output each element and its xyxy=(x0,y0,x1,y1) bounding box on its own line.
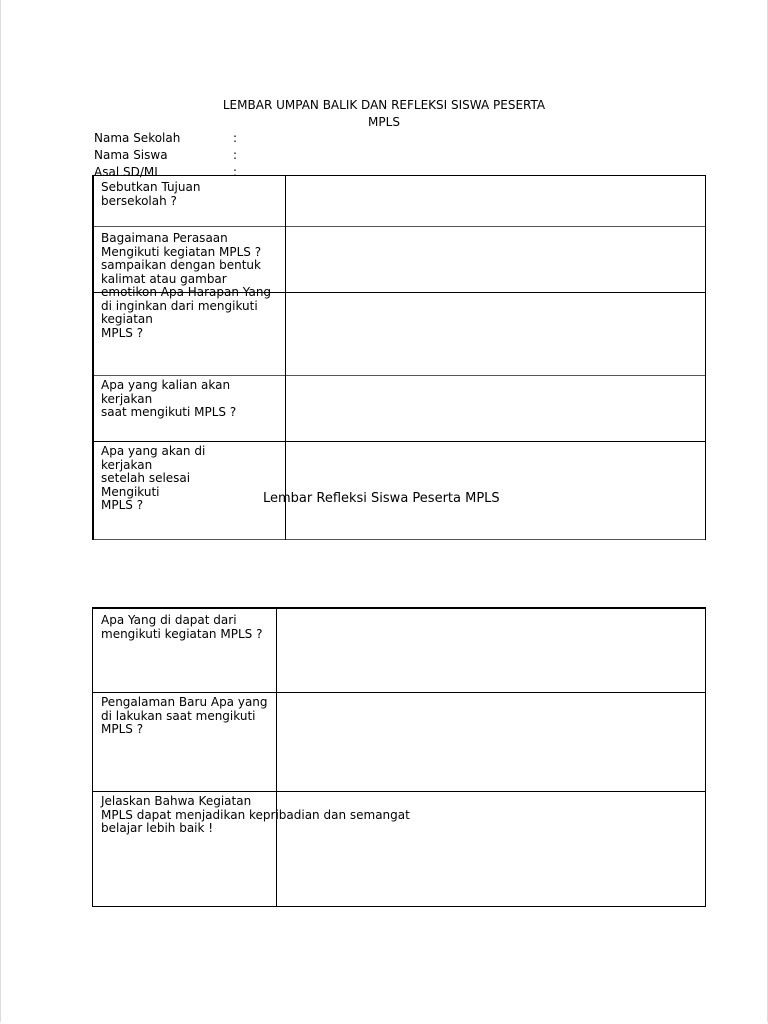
page-title-continued: MPLS xyxy=(368,115,400,129)
table-border xyxy=(92,607,93,907)
row-divider xyxy=(92,375,706,376)
table-border xyxy=(92,906,706,907)
table-border xyxy=(705,607,706,907)
question-cell: Bagaimana Perasaan Mengikuti kegiatan MPLS ? sampaikan dengan bentuk kalimat atau gambar emotikon Apa Harapan Yang di inginkan dari mengikuti kegiatan MPLS ? xyxy=(101,231,272,340)
reflection-table xyxy=(92,607,706,909)
reflection-heading: Lembar Refleksi Siswa Peserta MPLS xyxy=(263,491,500,506)
info-row-nama-sekolah xyxy=(94,131,237,147)
table-border xyxy=(92,175,94,540)
table-border xyxy=(92,175,706,176)
table-border xyxy=(92,539,706,540)
question-cell: Jelaskan Bahwa Kegiatan MPLS dapat menjadikan kepribadian dan semangat belajar lebih baik ! xyxy=(101,794,410,835)
info-label: Asal SD/MI xyxy=(94,165,158,179)
question-cell: Sebutkan Tujuan bersekolah ? xyxy=(101,180,201,208)
row-divider xyxy=(92,226,706,227)
column-divider xyxy=(276,607,277,907)
info-colon: : xyxy=(233,131,238,145)
row-divider xyxy=(92,441,706,442)
question-cell: Apa Yang di dapat dari mengikuti kegiatan MPLS ? xyxy=(101,613,263,641)
question-cell: Apa yang kalian akan kerjakan saat mengikuti MPLS ? xyxy=(101,378,237,419)
info-row-nama-siswa xyxy=(94,148,237,164)
feedback-table xyxy=(92,175,706,541)
info-colon: : xyxy=(233,148,238,162)
question-cell: Pengalaman Baru Apa yang di lakukan saat mengikuti MPLS ? xyxy=(101,695,268,736)
column-divider xyxy=(285,175,286,540)
row-divider xyxy=(92,692,706,693)
table-border xyxy=(92,607,706,609)
info-label: Nama Siswa xyxy=(94,148,168,162)
row-divider xyxy=(92,791,706,792)
info-label: Nama Sekolah xyxy=(94,131,181,145)
page-title: LEMBAR UMPAN BALIK DAN REFLEKSI SISWA PESERTA xyxy=(222,98,546,112)
table-border xyxy=(705,175,706,540)
question-cell: Apa yang akan di kerjakan setelah selesai Mengikuti MPLS ? xyxy=(101,444,206,512)
info-colon: : xyxy=(233,165,238,179)
